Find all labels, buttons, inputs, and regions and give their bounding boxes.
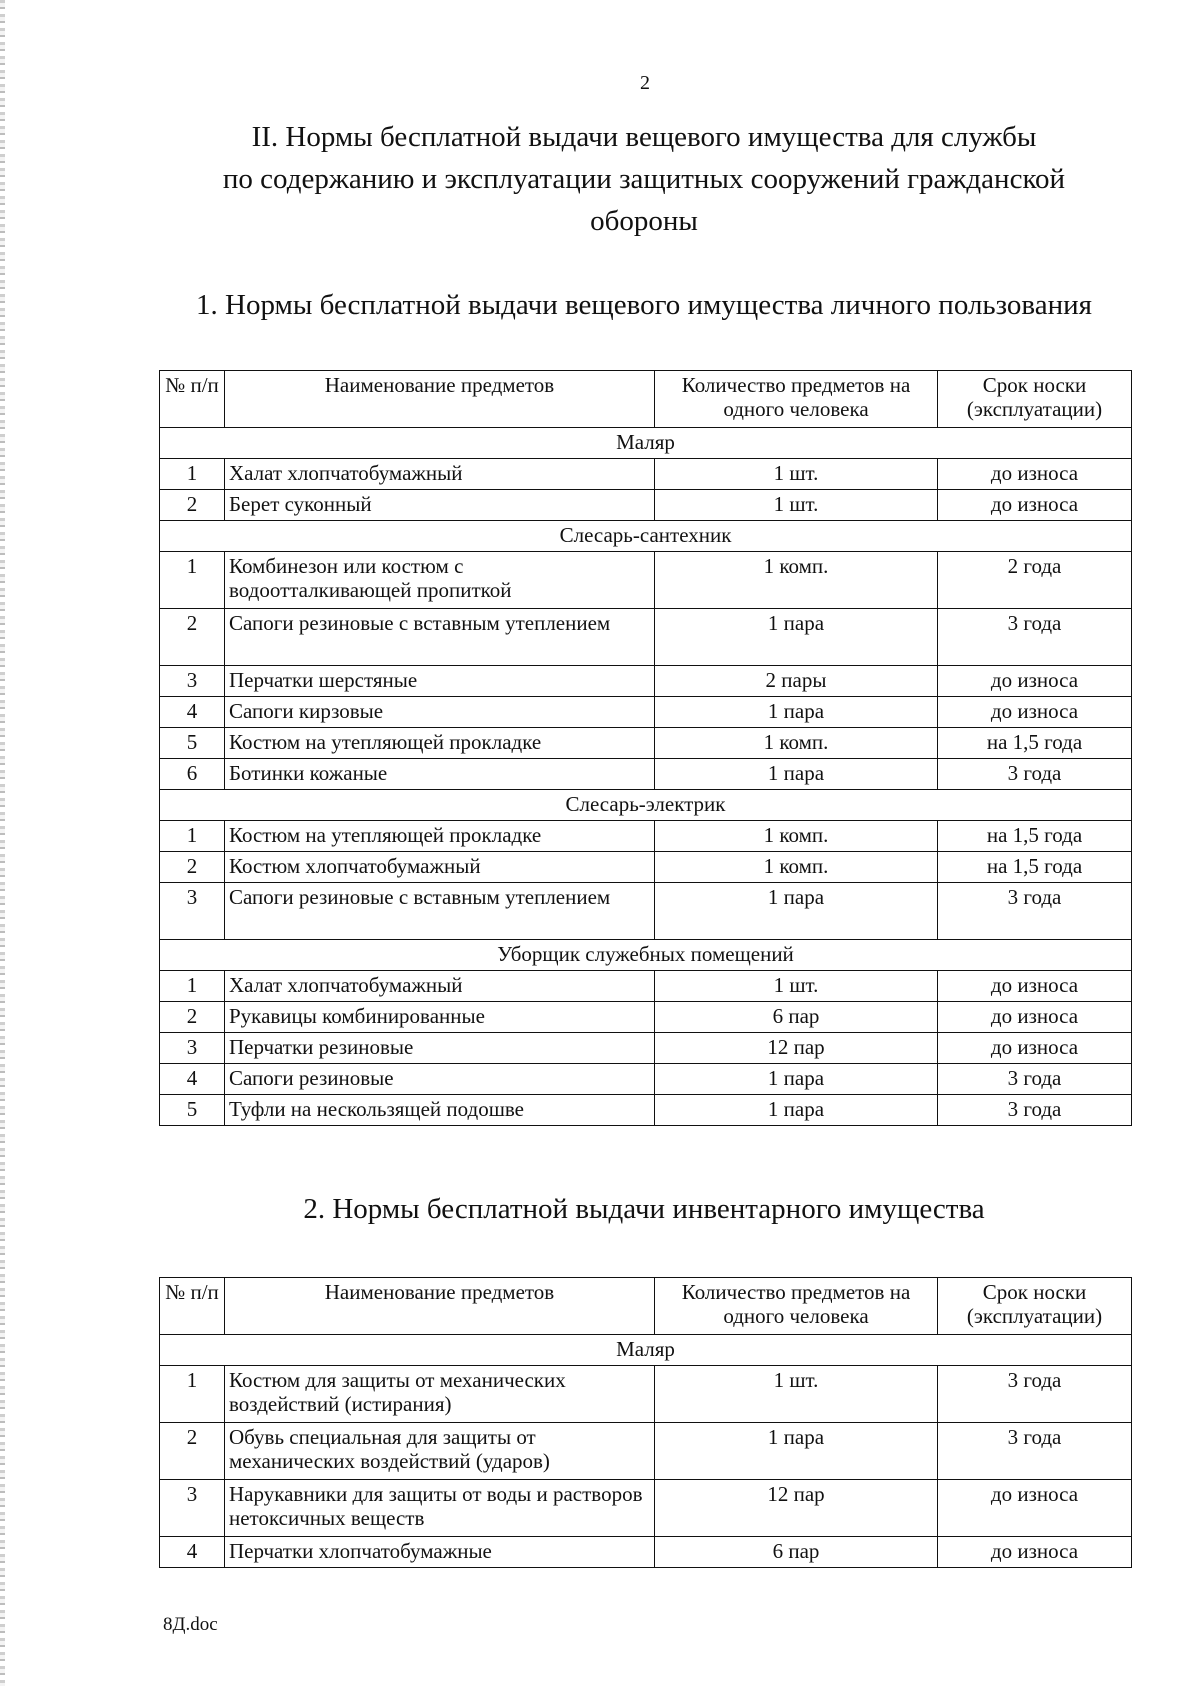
cell-name: Костюм для защиты от механических воздействий (истирания)	[225, 1366, 655, 1423]
scan-edge	[0, 0, 5, 1686]
group-row	[160, 428, 1132, 459]
cell-name: Сапоги кирзовые	[225, 697, 655, 728]
cell-qty: 1 шт.	[655, 490, 938, 521]
cell-qty: 12 пар	[655, 1480, 938, 1537]
cell-name: Туфли на нескользящей подошве	[225, 1095, 655, 1126]
header-qty: Количество предметов на одного человека	[655, 1278, 938, 1335]
cell-term: до износа	[938, 1002, 1132, 1033]
cell-term: до износа	[938, 697, 1132, 728]
table-row	[160, 697, 1132, 728]
group-title: Слесарь-сантехник	[160, 521, 1132, 552]
cell-term: 3 года	[938, 1095, 1132, 1126]
cell-term: на 1,5 года	[938, 728, 1132, 759]
header-num: № п/п	[160, 1278, 225, 1335]
group-title: Уборщик служебных помещений	[160, 940, 1132, 971]
header-name: Наименование предметов	[225, 371, 655, 428]
cell-qty: 2 пары	[655, 666, 938, 697]
cell-term: 3 года	[938, 759, 1132, 790]
table-header-row	[160, 1278, 1132, 1335]
header-term: Срок носки (эксплуатации)	[938, 1278, 1132, 1335]
cell-name: Халат хлопчатобумажный	[225, 459, 655, 490]
table-row	[160, 852, 1132, 883]
cell-name: Перчатки шерстяные	[225, 666, 655, 697]
cell-term: 3 года	[938, 609, 1132, 666]
cell-qty: 1 пара	[655, 759, 938, 790]
title-line: по содержанию и эксплуатации защитных сооружений гражданской	[222, 163, 1066, 195]
cell-name: Сапоги резиновые с вставным утеплением	[225, 883, 655, 940]
cell-name: Перчатки хлопчатобумажные	[225, 1537, 655, 1568]
cell-name: Ботинки кожаные	[225, 759, 655, 790]
table-row	[160, 490, 1132, 521]
cell-num: 5	[160, 1095, 225, 1126]
group-row	[160, 940, 1132, 971]
title-line: II. Нормы бесплатной выдачи вещевого имущества для службы	[251, 121, 1037, 153]
table-row	[160, 728, 1132, 759]
table-row	[160, 821, 1132, 852]
cell-name: Халат хлопчатобумажный	[225, 971, 655, 1002]
cell-qty: 6 пар	[655, 1002, 938, 1033]
cell-term: до износа	[938, 666, 1132, 697]
cell-term: 3 года	[938, 1366, 1132, 1423]
cell-term: до износа	[938, 971, 1132, 1002]
cell-term: до износа	[938, 459, 1132, 490]
cell-qty: 1 комп.	[655, 728, 938, 759]
cell-name: Рукавицы комбинированные	[225, 1002, 655, 1033]
table-header-row	[160, 371, 1132, 428]
group-row	[160, 790, 1132, 821]
cell-qty: 1 комп.	[655, 852, 938, 883]
header-qty: Количество предметов на одного человека	[655, 371, 938, 428]
cell-num: 6	[160, 759, 225, 790]
cell-name: Берет суконный	[225, 490, 655, 521]
section1-title: 1. Нормы бесплатной выдачи вещевого имущества личного пользования	[196, 289, 1092, 321]
cell-num: 4	[160, 1537, 225, 1568]
header-term: Срок носки (эксплуатации)	[938, 371, 1132, 428]
cell-num: 2	[160, 1423, 225, 1480]
table-row	[160, 1033, 1132, 1064]
group-title: Маляр	[160, 1335, 1132, 1366]
cell-qty: 12 пар	[655, 1033, 938, 1064]
section2-title: 2. Нормы бесплатной выдачи инвентарного имущества	[303, 1193, 985, 1225]
group-row	[160, 1335, 1132, 1366]
cell-term: до износа	[938, 1033, 1132, 1064]
cell-num: 1	[160, 1366, 225, 1423]
table-row	[160, 1423, 1132, 1480]
cell-qty: 1 пара	[655, 1423, 938, 1480]
cell-qty: 1 пара	[655, 883, 938, 940]
cell-qty: 1 пара	[655, 1095, 938, 1126]
personal-items-table	[159, 370, 1132, 1126]
table-row	[160, 883, 1132, 940]
cell-num: 2	[160, 490, 225, 521]
header-name: Наименование предметов	[225, 1278, 655, 1335]
table-row	[160, 459, 1132, 490]
cell-num: 2	[160, 1002, 225, 1033]
cell-num: 4	[160, 697, 225, 728]
cell-num: 5	[160, 728, 225, 759]
cell-qty: 1 шт.	[655, 971, 938, 1002]
cell-num: 2	[160, 852, 225, 883]
title-line: обороны	[590, 205, 698, 237]
table-row	[160, 759, 1132, 790]
cell-num: 1	[160, 459, 225, 490]
cell-num: 3	[160, 1033, 225, 1064]
cell-term: до износа	[938, 490, 1132, 521]
cell-term: 2 года	[938, 552, 1132, 609]
cell-qty: 1 пара	[655, 609, 938, 666]
cell-name: Обувь специальная для защиты от механических воздействий (ударов)	[225, 1423, 655, 1480]
header-num: № п/п	[160, 371, 225, 428]
table-row	[160, 552, 1132, 609]
cell-num: 3	[160, 1480, 225, 1537]
inventory-items-table	[159, 1277, 1132, 1568]
cell-name: Костюм на утепляющей прокладке	[225, 728, 655, 759]
cell-qty: 1 комп.	[655, 821, 938, 852]
cell-name: Перчатки резиновые	[225, 1033, 655, 1064]
table-row	[160, 971, 1132, 1002]
cell-name: Комбинезон или костюм с водоотталкивающей пропиткой	[225, 552, 655, 609]
cell-num: 4	[160, 1064, 225, 1095]
file-name: 8Д.doc	[163, 1614, 218, 1635]
cell-num: 2	[160, 609, 225, 666]
cell-term: до износа	[938, 1537, 1132, 1568]
table-row	[160, 1095, 1132, 1126]
cell-term: 3 года	[938, 1064, 1132, 1095]
cell-qty: 1 пара	[655, 697, 938, 728]
document-title	[150, 116, 1138, 242]
cell-num: 1	[160, 552, 225, 609]
table-row	[160, 609, 1132, 666]
cell-name: Сапоги резиновые с вставным утеплением	[225, 609, 655, 666]
group-row	[160, 521, 1132, 552]
cell-name: Костюм хлопчатобумажный	[225, 852, 655, 883]
cell-qty: 1 комп.	[655, 552, 938, 609]
table-row	[160, 1064, 1132, 1095]
cell-qty: 1 шт.	[655, 459, 938, 490]
table-row	[160, 666, 1132, 697]
cell-term: на 1,5 года	[938, 852, 1132, 883]
cell-term: 3 года	[938, 883, 1132, 940]
cell-qty: 6 пар	[655, 1537, 938, 1568]
table-row	[160, 1366, 1132, 1423]
cell-num: 1	[160, 971, 225, 1002]
table-row	[160, 1002, 1132, 1033]
cell-qty: 1 шт.	[655, 1366, 938, 1423]
cell-num: 3	[160, 883, 225, 940]
cell-name: Сапоги резиновые	[225, 1064, 655, 1095]
cell-term: 3 года	[938, 1423, 1132, 1480]
cell-num: 3	[160, 666, 225, 697]
group-title: Маляр	[160, 428, 1132, 459]
cell-name: Нарукавники для защиты от воды и растворов нетоксичных веществ	[225, 1480, 655, 1537]
cell-term: до износа	[938, 1480, 1132, 1537]
group-title: Слесарь-электрик	[160, 790, 1132, 821]
cell-name: Костюм на утепляющей прокладке	[225, 821, 655, 852]
page-number: 2	[640, 72, 650, 94]
cell-term: на 1,5 года	[938, 821, 1132, 852]
cell-num: 1	[160, 821, 225, 852]
cell-qty: 1 пара	[655, 1064, 938, 1095]
table-row	[160, 1537, 1132, 1568]
table-row	[160, 1480, 1132, 1537]
